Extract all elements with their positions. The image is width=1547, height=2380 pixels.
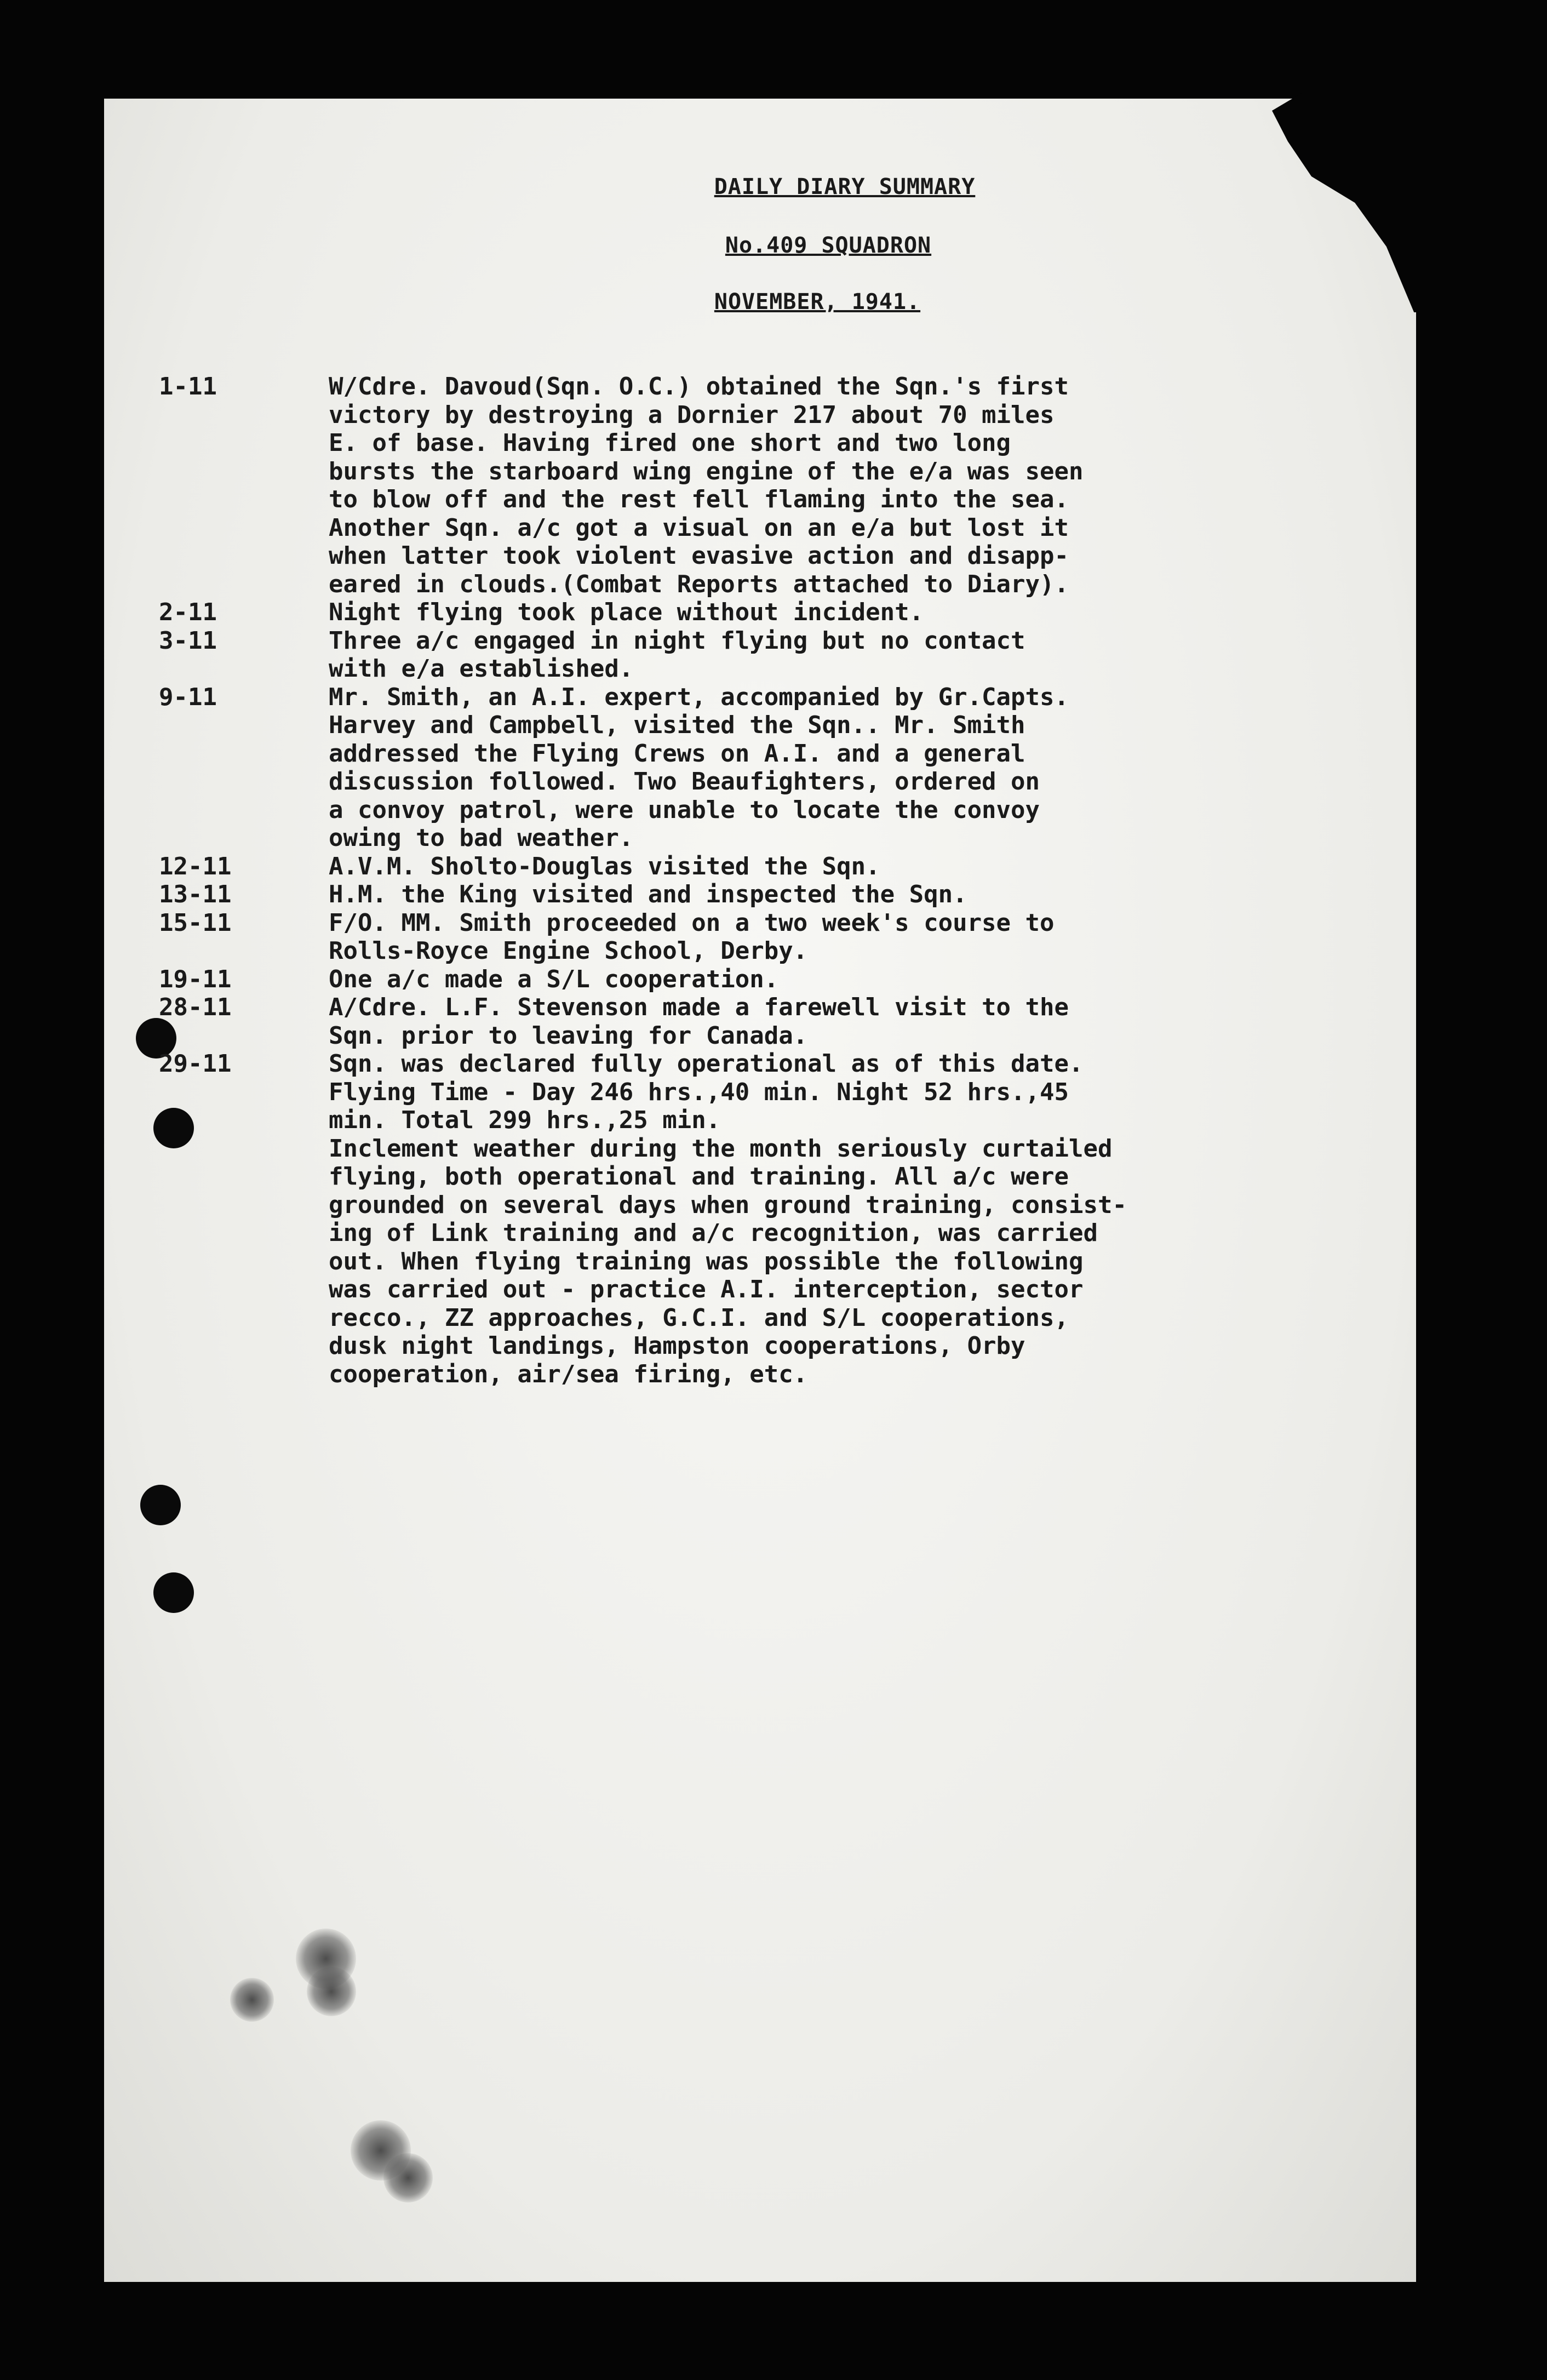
entry-line: A/Cdre. L.F. Stevenson made a farewell visit to the <box>329 993 1069 1021</box>
entry-date: 3-11 <box>159 626 217 655</box>
entry-line: E. of base. Having fired one short and two long <box>329 429 1011 457</box>
entry-line: flying, both operational and training. All a/c were <box>329 1163 1069 1191</box>
entry-text <box>329 909 1331 965</box>
entry-date: 1-11 <box>159 373 217 401</box>
entry-date: 13-11 <box>159 880 232 908</box>
entry-line: eared in clouds.(Combat Reports attached to Diary). <box>329 570 1069 598</box>
entry-line: W/Cdre. Davoud(Sqn. O.C.) obtained the Sqn.'s first <box>329 373 1069 401</box>
entry-date: 15-11 <box>159 908 232 937</box>
entry-line: Inclement weather during the month seriously curtailed <box>329 1134 1113 1163</box>
diary-entry <box>159 965 1331 994</box>
entry-text <box>329 598 1331 627</box>
diary-entry <box>159 373 1331 598</box>
entry-text <box>329 993 1331 1050</box>
diary-entries <box>159 373 1331 1388</box>
entry-text <box>329 1050 1331 1388</box>
entry-line: out. When flying training was possible the following <box>329 1247 1084 1275</box>
entry-text <box>329 627 1331 683</box>
entry-text <box>329 880 1331 909</box>
entry-line: Harvey and Campbell, visited the Sqn.. Mr. Smith <box>329 711 1025 739</box>
entry-text <box>329 965 1331 994</box>
diary-entry <box>159 880 1331 909</box>
squadron-heading: No.409 SQUADRON <box>725 233 932 258</box>
diary-entry <box>159 683 1331 853</box>
entry-line: One a/c made a S/L cooperation. <box>329 965 779 993</box>
entry-line: Rolls-Royce Engine School, Derby. <box>329 937 808 965</box>
entry-date: 29-11 <box>159 1050 232 1078</box>
entry-line: F/O. MM. Smith proceeded on a two week's course to <box>329 908 1055 937</box>
entry-text <box>329 683 1331 853</box>
entry-line: discussion followed. Two Beaufighters, ordered on <box>329 768 1040 796</box>
entry-date: 9-11 <box>159 683 217 711</box>
entry-line: was carried out - practice A.I. interception, sector <box>329 1275 1084 1303</box>
diary-entry <box>159 853 1331 881</box>
entry-line: cooperation, air/sea firing, etc. <box>329 1360 808 1388</box>
entry-line: Night flying took place without incident. <box>329 598 924 626</box>
entry-line: ing of Link training and a/c recognition, was carried <box>329 1219 1098 1247</box>
entry-text <box>329 373 1331 598</box>
entry-line: victory by destroying a Dornier 217 about 70 miles <box>329 401 1055 429</box>
entry-date: 19-11 <box>159 965 232 993</box>
period-heading: NOVEMBER, 1941. <box>714 289 921 314</box>
entry-line: recco., ZZ approaches, G.C.I. and S/L cooperations, <box>329 1303 1069 1332</box>
diary-entry <box>159 1050 1331 1388</box>
entry-line: to blow off and the rest fell flaming into the sea. <box>329 485 1069 513</box>
entry-line: H.M. the King visited and inspected the Sqn. <box>329 880 967 908</box>
entry-date: 2-11 <box>159 598 217 626</box>
entry-line: A.V.M. Sholto-Douglas visited the Sqn. <box>329 852 880 880</box>
entry-line: Mr. Smith, an A.I. expert, accompanied by Gr.Capts. <box>329 683 1069 711</box>
entry-line: bursts the starboard wing engine of the e/a was seen <box>329 457 1084 485</box>
entry-line: a convoy patrol, were unable to locate the convoy <box>329 796 1040 824</box>
entry-line: min. Total 299 hrs.,25 min. <box>329 1106 721 1134</box>
entry-line: when latter took violent evasive action and disapp- <box>329 542 1069 570</box>
entry-line: with e/a established. <box>329 655 634 683</box>
diary-entry <box>159 993 1331 1050</box>
entry-line: Sqn. prior to leaving for Canada. <box>329 1021 808 1050</box>
entry-line: Three a/c engaged in night flying but no contact <box>329 626 1025 655</box>
entry-line: addressed the Flying Crews on A.I. and a general <box>329 739 1025 768</box>
entry-line: Flying Time - Day 246 hrs.,40 min. Night 52 hrs.,45 <box>329 1078 1069 1106</box>
entry-line: dusk night landings, Hampston cooperations, Orby <box>329 1332 1025 1360</box>
diary-entry <box>159 598 1331 627</box>
entry-line: Another Sqn. a/c got a visual on an e/a but lost it <box>329 513 1069 542</box>
document-title: DAILY DIARY SUMMARY <box>714 174 976 199</box>
entry-date: 28-11 <box>159 993 232 1021</box>
entry-line: grounded on several days when ground training, consist- <box>329 1191 1127 1219</box>
diary-entry <box>159 909 1331 965</box>
diary-entry <box>159 627 1331 683</box>
entry-line: owing to bad weather. <box>329 824 634 852</box>
entry-date: 12-11 <box>159 852 232 880</box>
entry-text <box>329 853 1331 881</box>
entry-line: Sqn. was declared fully operational as of this date. <box>329 1050 1084 1078</box>
